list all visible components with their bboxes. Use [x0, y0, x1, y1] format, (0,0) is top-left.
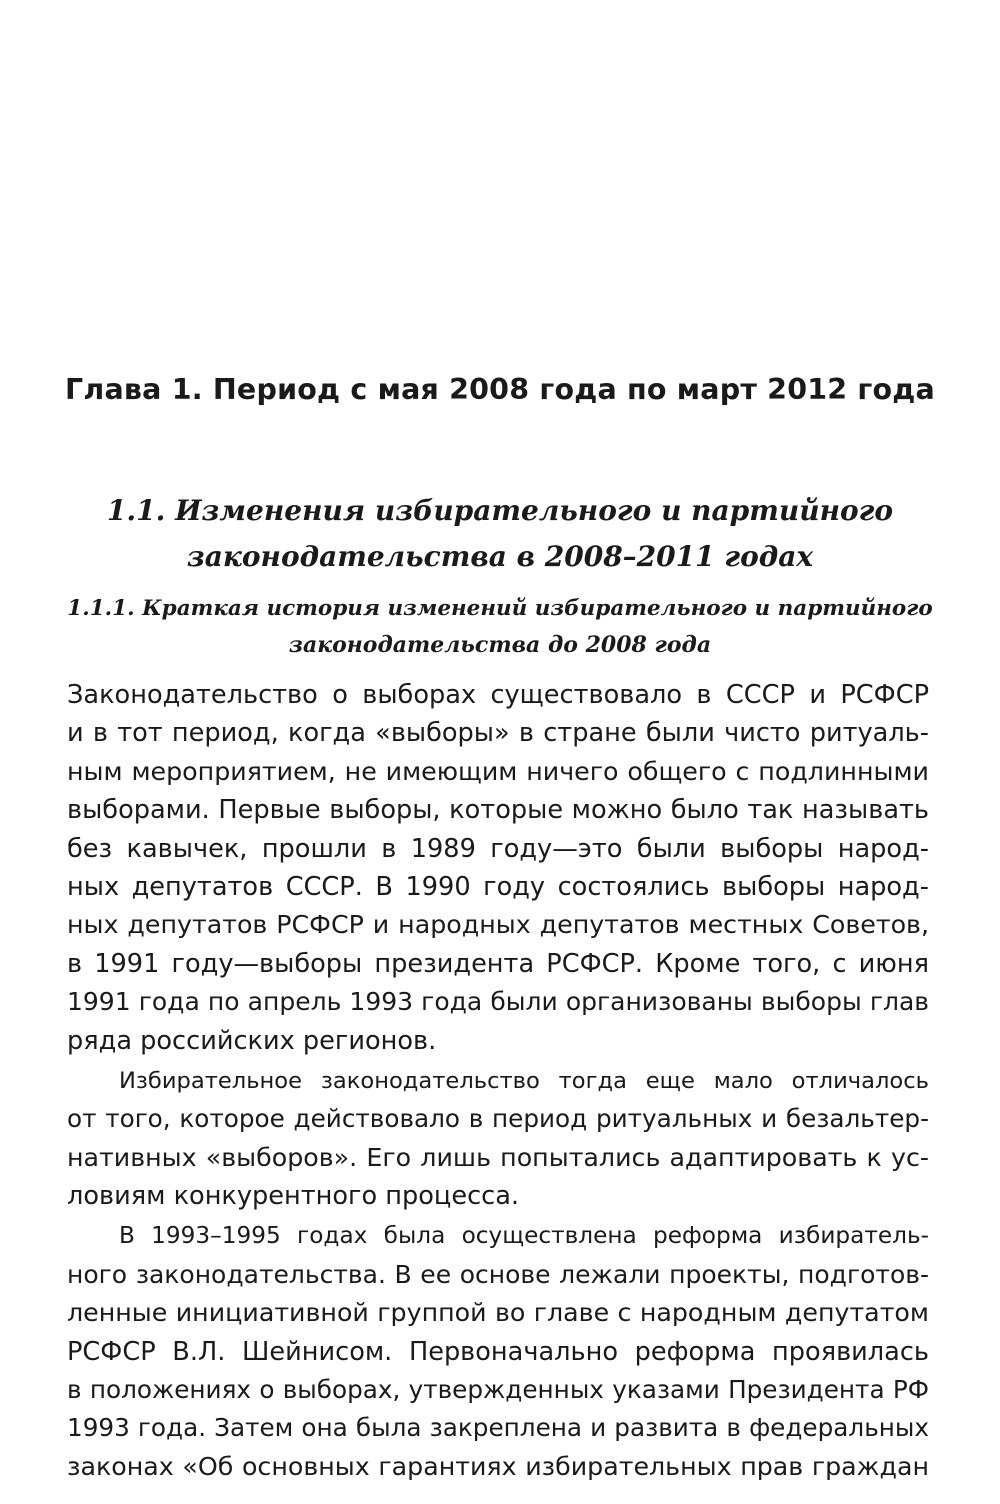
text-line: 1991 года по апрель 1993 года были организованы выборы глав: [67, 987, 929, 1017]
text-line: ленные инициативной группой во главе с народным депутатом: [67, 1298, 929, 1328]
text-line: законах «Об основных гарантиях избирательных прав граждан: [67, 1451, 929, 1481]
text-line: ного законодательства. В ее основе лежали проекты, подготов-: [67, 1259, 929, 1289]
text-line: Законодательство о выборах существовало в СССР и РСФСР: [67, 680, 929, 710]
text-line: Избирательное законодательство тогда еще мало отличалось: [119, 1067, 929, 1094]
subsection-title-line: 1.1.1. Краткая история изменений избирательного и партийного: [67, 596, 933, 621]
text-line: 1993 года. Затем она была закреплена и развита в федеральных: [67, 1413, 929, 1443]
paragraph: [67, 1062, 929, 1216]
text-line: и в тот период, когда «выборы» в стране были чисто ритуаль-: [67, 718, 929, 749]
text-line: от того, которое действовало в период ритуальных и безальтер-: [67, 1104, 929, 1134]
section-title-line: законодательства в 2008–2011 годах: [186, 540, 814, 573]
text-line: выборами. Первые выборы, которые можно было так называть: [67, 795, 929, 826]
chapter-title: Глава 1. Период с мая 2008 года по март 2012 года: [65, 373, 935, 406]
paragraph: [67, 1217, 929, 1486]
text-line: ловиям конкурентного процесса.: [67, 1181, 520, 1212]
text-line: без кавычек, прошли в 1989 году—это были выборы народ-: [67, 833, 929, 864]
subsection-title: [60, 591, 940, 663]
text-line: ным мероприятием, не имеющим ничего общего с подлинными: [67, 756, 929, 786]
subsection-title-line: законодательства до 2008 года: [288, 632, 712, 658]
text-line: ных депутатов СССР. В 1990 году состоялись выборы народ-: [67, 871, 929, 902]
text-line: в 1991 году—выборы президента РСФСР. Кроме того, с июня: [67, 948, 929, 979]
text-line: в положениях о выборах, утвержденных указами Президента РФ: [67, 1375, 929, 1405]
text-line: ряда российских регионов.: [67, 1025, 437, 1056]
text-line: ных депутатов РСФСР и народных депутатов местных Советов,: [67, 910, 929, 940]
paragraph: [67, 676, 929, 1060]
section-title: [60, 488, 940, 580]
section-title-line: 1.1. Изменения избирательного и партийного: [106, 494, 894, 527]
text-line: В 1993–1995 годах была осуществлена реформа избиратель-: [119, 1222, 929, 1250]
text-line: нативных «выборов». Его лишь попытались адаптировать к ус-: [67, 1142, 929, 1172]
text-line: РСФСР В.Л. Шейнисом. Первоначально реформа проявилась: [67, 1336, 929, 1367]
body-text: [67, 676, 929, 1486]
